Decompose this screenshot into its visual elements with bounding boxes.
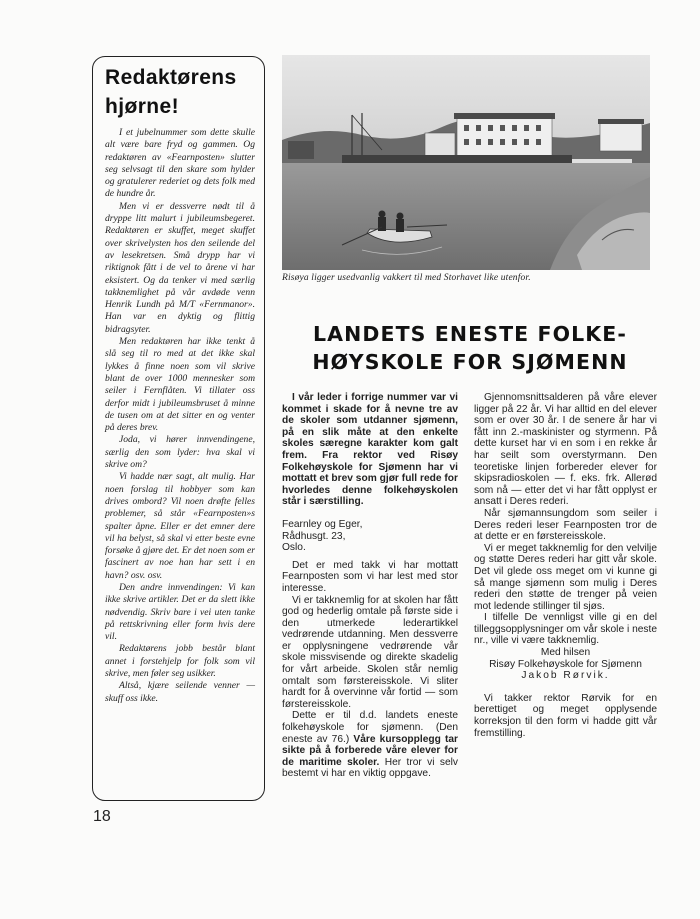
address-line: Fearnley og Eger, — [282, 518, 363, 530]
editorial-paragraph: I et jubelnummer som dette skulle alt være bare fryd og gammen. Og redaktøren av «Fearnposten» slutter seg selvsagt til den skare som hylder og gratulerer rederiet og dets folk med de hundre år. — [105, 127, 255, 200]
article-lead: I vår leder i forrige nummer var vi kommet i skade for å nevne tre av de skoler som utdanner sjømenn, på en slik måte at den enkelte skoles særegne karakter kom galt frem. Fra rektor ved Risøy Folkehøyskole for Sjømenn har vi mottatt et brev som gjør full rede for hvorledes denne folkehøyskolen står i særstilling. — [282, 392, 458, 508]
article-paragraph: Vi er takknemlig for at skolen har fått god og hederlig omtale på første side i den utmerkede lederartikkel vedrørende utdanning. Men dessverre er opplysningene vedrørende vår skole missvisende og direkte skadelig for vårt arbeide. Skolen står nemlig omtalt som førstereisskole. Vi sliter hardt for å overvinne vår fortid — som førstereisskole. — [282, 594, 458, 710]
headline-line1: LANDETS ENESTE FOLKE- — [312, 322, 628, 346]
article-paragraph: Når sjømannsungdom som seiler i Deres rederi leser Fearnposten tror de at dette er en førstereisskole. — [474, 507, 657, 543]
signature-greeting: Med hilsen — [540, 647, 591, 659]
harbour-photo — [282, 55, 650, 270]
editorial-title-line1: Redaktørens — [105, 66, 237, 89]
signature-name: Jakob Rørvik. — [521, 670, 610, 682]
editorial-title — [105, 63, 255, 121]
article-column-left — [282, 392, 458, 780]
article-paragraph: I tilfelle De vennligst ville gi en del tilleggsopplysninger om vår skole i neste nr., ville vi være takknemlig. — [474, 612, 657, 647]
editorial-paragraph: Joda, vi hører innvendingene, særlig den som lyder: hva skal vi skrive om? — [105, 434, 255, 471]
article-paragraph: Det er med takk vi har mottatt Fearnposten som vi har lest med stor interesse. — [282, 559, 458, 594]
article-paragraph: Gjennomsnittsalderen på våre elever ligger på 22 år. Vi har alltid en del elever som er over 30 år. I de senere år har vi fått inn 2.-maskinister og styrmenn. På dette kurset har vi en som i en rekke år har seilt som overstyrmann. Den teoretiske linjen forbereder elever for skipsradioskolen — f. eks. frk. Allerød som nå — etter det vi har fått opplyst er ansatt i Deres rederi. — [474, 392, 657, 508]
article-paragraph: Vi er meget takknemlig for den velvilje og støtte Deres rederi har gitt vår skole. Det vil glede oss meget om vi kunne gi så mange sjømenn som mulig i Deres rederi den støtte de trenger på veien mot ledende stillinger til sjøs. — [474, 542, 657, 612]
article-text: Dette er til d.d. landets eneste folkehøyskole for sjømenn. (Den eneste av 76.) — [282, 710, 458, 745]
editorial-body — [105, 127, 255, 705]
article-bold-text: Våre kursopplegg tar sikte på å forberede våre elever for de maritime skoler. — [282, 733, 459, 768]
article-text: Her tror vi selv bestemt vi har en viktig oppgave. — [282, 756, 458, 780]
article-closing: Vi takker rektor Rørvik for en berettiget og meget opplysende korreksjon til den form vi hadde gitt vår fremstilling. — [474, 692, 657, 739]
article-paragraph — [282, 710, 458, 780]
article-column-right — [474, 392, 657, 739]
editorial-box — [92, 56, 265, 801]
editorial-paragraph: Men redaktøren har ikke tenkt å slå seg til ro med at det ikke skal lykkes å finne noen som vil skrive blant de over 1000 mennesker som seiler i Fernflåten. Vi tillater oss derfor midt i jubileumsbruset å minne de tusen om at det sitter en og venter på deres brev. — [105, 336, 255, 434]
editorial-title-line2: hjørne! — [105, 95, 179, 118]
address-line: Rådhusgt. 23, — [282, 530, 346, 542]
signature-organization: Risøy Folkehøyskole for Sjømenn — [489, 658, 642, 670]
photo-caption: Risøya ligger usedvanlig vakkert til med Storhavet like utenfor. — [282, 273, 531, 283]
harbour-photo-illustration — [282, 55, 650, 270]
editorial-paragraph: Redaktørens jobb består blant annet i forstehjelp for folk som vil skrive, men føler seg usikker. — [105, 643, 255, 680]
page-number: 18 — [93, 808, 111, 825]
editorial-paragraph: Men vi er dessverre nødt til å dryppe litt malurt i jubileumsbegeret. Redaktøren er skuffet, meget skuffet over skrivelysten hos den seilende del av lesekretsen. Små drypp har vi riktignok fått i de vel to årene vi har eksistert. Og da tenker vi med særlig takknemlighet på vår avdøde venn Henrik Lundh på M/T «Fernmanor». Han var en dyktig og flittig bidragsyter. — [105, 200, 255, 335]
address-line: Oslo. — [282, 542, 306, 554]
article-headline — [300, 320, 640, 376]
editorial-paragraph: Den andre innvendingen: Vi kan ikke skrive artikler. Det er da slett ikke nødvendig. Skriv bare i vei uten tanke på rettskrivning eller form hvis dere vil. — [105, 581, 255, 643]
editorial-paragraph: Altså, kjære seilende venner — skuff oss ikke. — [105, 680, 255, 704]
editorial-paragraph: Vi hadde nær sagt, alt mulig. Har noen forslag til hobbyer som kan drives ombord? Vil noen drøfte felles problemer, så står «Fearnposten»s spalter åpne. Eller er det emner dere vil ha belyst, så skal vi etter beste evne forsøke å gjøre det. Er det noen som er fascinert av noe han har sett i en havn? osv. osv. — [105, 471, 255, 581]
headline-line2: HØYSKOLE FOR SJØMENN — [312, 350, 628, 374]
